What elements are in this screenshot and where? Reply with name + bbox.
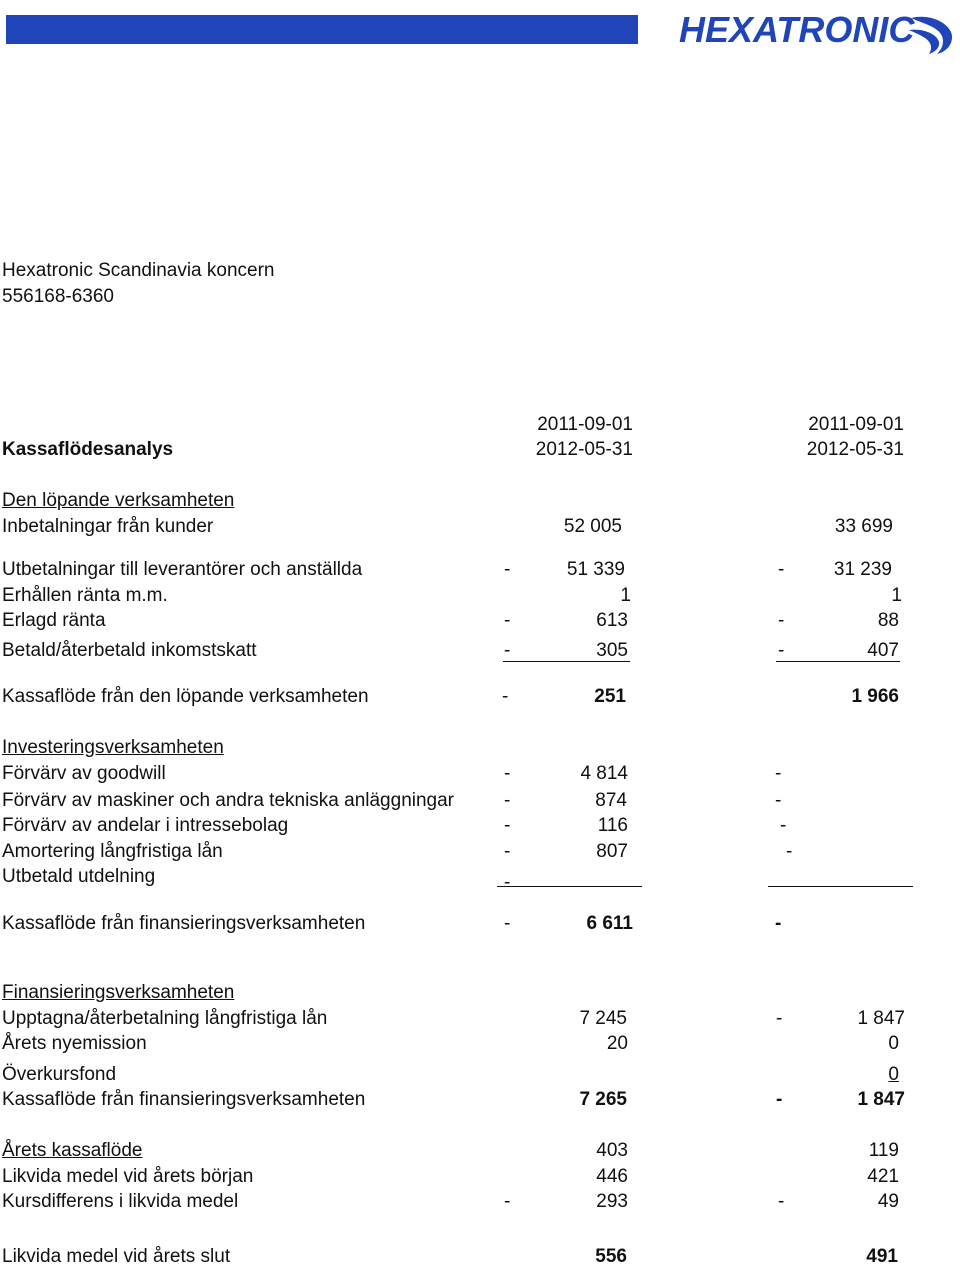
subtotal-sign-2: - <box>775 913 782 934</box>
row-value-2: 33 699 <box>834 516 893 537</box>
row-sign-2: - <box>778 559 785 580</box>
row-value-1: 446 <box>596 1166 628 1187</box>
row-label: Överkursfond <box>2 1064 117 1085</box>
row-label: Erhållen ränta m.m. <box>2 585 168 606</box>
row-sign-1: - <box>504 559 511 580</box>
row-value-2: 0 <box>888 1064 899 1085</box>
row-label: Förvärv av andelar i intressebolag <box>2 815 289 836</box>
row-value-2: 407 <box>867 640 899 661</box>
row-value-1: 403 <box>596 1140 628 1161</box>
row-sign-1: - <box>504 610 511 631</box>
row-label: Förvärv av maskiner och andra tekniska anläggningar <box>2 790 455 811</box>
row-sign-1: - <box>504 640 511 661</box>
row-value-2: 88 <box>877 610 899 631</box>
total-value-2: 491 <box>866 1246 898 1267</box>
row-label: Utbetalningar till leverantörer och anställda <box>2 559 363 580</box>
row-sign-2: - <box>778 640 785 661</box>
subtotal-value-2: 1 966 <box>851 686 899 707</box>
row-value-2: 49 <box>877 1191 899 1212</box>
row-value-1: 4 814 <box>580 763 628 784</box>
row-sign-1: - <box>504 790 511 811</box>
row-label: Upptagna/återbetalning långfristiga lån <box>2 1008 328 1029</box>
logo-swoosh-icon <box>907 10 957 56</box>
subtotal-sign-1: - <box>502 686 509 707</box>
row-value-1: 613 <box>596 610 628 631</box>
row-value-2: 1 <box>891 585 902 606</box>
row-value-1: 305 <box>596 640 628 661</box>
subtotal-label: Kassaflöde från finansieringsverksamheten <box>2 1089 366 1110</box>
statement-title: Kassaflödesanalys <box>2 439 174 460</box>
period-2-from: 2011-09-01 <box>808 414 904 435</box>
subtotal-sign-1: - <box>504 913 511 934</box>
company-name: Hexatronic Scandinavia koncern <box>2 260 275 281</box>
row-value-1: 807 <box>596 841 628 862</box>
row-sign-2: - <box>775 763 782 784</box>
row-label: Erlagd ränta <box>2 610 106 631</box>
header-blue-bar <box>6 15 638 44</box>
row-label: Likvida medel vid årets början <box>2 1166 254 1187</box>
row-sign-1: - <box>504 1191 511 1212</box>
row-sign-1: - <box>504 763 511 784</box>
period-1-from: 2011-09-01 <box>537 414 633 435</box>
row-value-2: 31 239 <box>833 559 892 580</box>
org-number: 556168-6360 <box>2 286 114 307</box>
row-value-1: 51 339 <box>566 559 625 580</box>
row-label: Betald/återbetald inkomstskatt <box>2 640 257 661</box>
financing-heading: Finansieringsverksamheten <box>2 982 235 1003</box>
row-value-2: 421 <box>867 1166 899 1187</box>
row-value-1: 116 <box>597 815 628 836</box>
row-label: Årets nyemission <box>2 1033 147 1054</box>
row-value-2: 0 <box>888 1033 899 1054</box>
row-sign-2: - <box>786 841 793 862</box>
row-label: Förvärv av goodwill <box>2 763 166 784</box>
row-label: Kursdifferens i likvida medel <box>2 1191 239 1212</box>
row-sign-1: - <box>504 841 511 862</box>
subtotal-value-1: 251 <box>594 686 626 707</box>
subtotal-value-2: 1 847 <box>857 1089 905 1110</box>
row-sign-1: - <box>504 815 511 836</box>
row-sign-2: - <box>778 610 785 631</box>
row-value-1: 52 005 <box>563 516 622 537</box>
row-value-2: 119 <box>868 1140 899 1161</box>
row-label: Årets kassaflöde <box>2 1140 143 1161</box>
subtotal-value-1: 6 611 <box>586 913 633 934</box>
row-sign-2: - <box>780 815 787 836</box>
subtotal-value-1: 7 265 <box>579 1089 627 1110</box>
row-label: Inbetalningar från kunder <box>2 516 214 537</box>
operating-heading: Den löpande verksamheten <box>2 490 235 511</box>
row-sign-2: - <box>775 790 782 811</box>
row-label: Utbetald utdelning <box>2 866 156 887</box>
underline-rule <box>503 661 630 662</box>
row-value-1: 1 <box>620 585 631 606</box>
row-value-1: 293 <box>596 1191 628 1212</box>
underline-rule <box>768 886 913 887</box>
total-label: Likvida medel vid årets slut <box>2 1246 231 1267</box>
row-sign-1: - <box>504 872 511 893</box>
subtotal-label: Kassaflöde från den löpande verksamheten <box>2 686 369 707</box>
row-value-2: 1 847 <box>857 1008 905 1029</box>
underline-rule <box>497 886 642 887</box>
row-value-1: 874 <box>595 790 627 811</box>
subtotal-label: Kassaflöde från finansieringsverksamheten <box>2 913 366 934</box>
row-value-1: 7 245 <box>579 1008 627 1029</box>
period-1-to: 2012-05-31 <box>535 439 633 460</box>
row-sign-2: - <box>776 1008 783 1029</box>
period-2-to: 2012-05-31 <box>806 439 904 460</box>
row-label: Amortering långfristiga lån <box>2 841 223 862</box>
logo-text: HEXATRONIC <box>679 9 915 50</box>
subtotal-sign-2: - <box>776 1089 783 1110</box>
total-value-1: 556 <box>595 1246 627 1267</box>
row-sign-2: - <box>778 1191 785 1212</box>
investing-heading: Investeringsverksamheten <box>2 737 224 758</box>
underline-rule <box>776 661 900 662</box>
row-value-1: 20 <box>606 1033 628 1054</box>
hexatronic-logo <box>679 6 959 56</box>
